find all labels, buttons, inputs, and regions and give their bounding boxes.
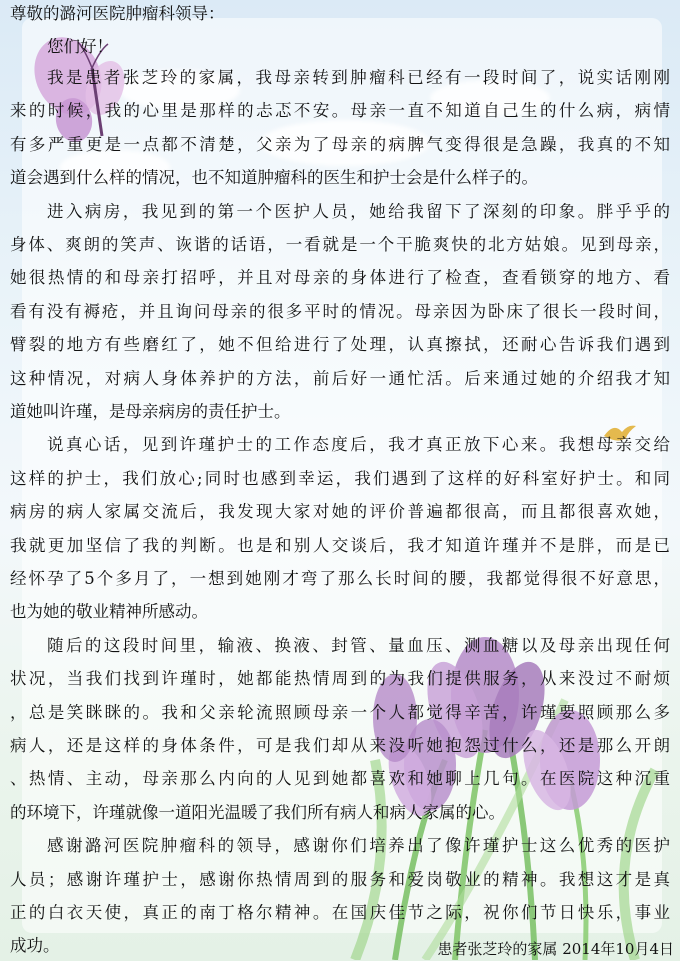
letter-line: ，总是笑眯眯的。我和父亲轮流照顾母亲一个人都觉得辛苦，许瑾要照顾那么多: [10, 702, 673, 722]
letter-line: 病房的病人家属交流后，我发现大家对她的评价普遍都很高，而且都很喜欢她，: [10, 502, 673, 522]
letter-line: 经怀孕了5个多月了，一想到她刚才弯了那么长时间的腰，我都觉得很不好意思，: [10, 569, 673, 588]
letter-line: 人员；感谢许瑾护士，感谢你热情周到的服务和爱岗敬业的精神。我想这才是真: [10, 869, 673, 889]
letter-line: 也为她的敬业精神所感动。: [10, 602, 208, 622]
letter-line: 来的时候，我的心里是那样的忐忑不安。母亲一直不知道自己生的什么病，病情: [10, 101, 673, 121]
letter-line: 臂裂的地方有些磨红了，她不但给进行了处理，认真擦拭，还耐心告诉我们遇到: [10, 335, 673, 355]
letter-signature: 患者张芝玲的家属 2014年10月4日: [437, 940, 674, 958]
letter-line: 这样的护士，我们放心;同时也感到幸运，我们遇到了这样的好科室好护士。和同: [10, 468, 673, 488]
letter-line: 病人，还是这样的身体条件，可是我们却从来没听她抱怨过什么，还是那么开朗: [10, 736, 673, 755]
letter-line: 道她叫许瑾，是母亲病房的责任护士。: [10, 402, 291, 421]
letter-line: 正的白衣天使，真正的南丁格尔精神。在国庆佳节之际，祝你们节日快乐，事业: [10, 903, 673, 922]
letter-line: 说真心话，见到许瑾护士的工作态度后，我才真正放下心来。我想母亲交给: [47, 435, 673, 455]
letter-line: 我就更加坚信了我的判断。也是和别人交谈后，我才知道许瑾并不是胖，而是已: [10, 535, 673, 555]
letter-line: 她很热情的和母亲打招呼，并且对母亲的身体进行了检查，查看锁穿的地方、看: [10, 268, 673, 288]
letter-salutation: 尊敬的潞河医院肿瘤科领导：: [10, 4, 225, 23]
letter-line: 道会遇到什么样的情况，也不知道肿瘤科的医生和护士会是什么样子的。: [10, 168, 538, 188]
letter-line: 的环境下，许瑾就像一道阳光温暖了我们所有病人和病人家属的心。: [10, 802, 505, 822]
letter-line: 看有没有褥疮，并且询问母亲的很多平时的情况。母亲因为卧床了很长一段时间，: [10, 301, 672, 321]
letter-line: 状况，当我们找到许瑾时，她都能热情周到的为我们提供服务，从来没过不耐烦: [10, 669, 673, 689]
letter-line: 随后的这段时间里，输液、换液、封管、量血压、测血糖以及母亲出现任何: [47, 635, 673, 655]
letter-line: 成功。: [10, 936, 60, 956]
letter-line: 身体、爽朗的笑声、诙谐的话语，一看就是一个干脆爽快的北方姑娘。见到母亲，: [10, 235, 672, 254]
letter-line: 这种情况，对病人身体养护的方法，前后好一通忙活。后来通过她的介绍我才知: [10, 368, 673, 388]
letter-line: 、热情、主动，母亲那么内向的人见到她都喜欢和她聊上几句。在医院这种沉重: [10, 769, 673, 789]
letter-line: 有多严重更是一点都不清楚，父亲为了母亲的病脾气变得很是急躁，我真的不知: [10, 134, 673, 154]
letter-line: 我是患者张芝玲的家属，我母亲转到肿瘤科已经有一段时间了，说实话刚刚: [47, 68, 673, 87]
letter-line: 进入病房，我见到的第一个医护人员，她给我留下了深刻的印象。胖乎乎的: [47, 201, 673, 221]
letter-greeting: 您们好！: [47, 37, 113, 56]
letter-line: 感谢潞河医院肿瘤科的领导，感谢你们培养出了像许瑾护士这么优秀的医护: [47, 836, 673, 856]
